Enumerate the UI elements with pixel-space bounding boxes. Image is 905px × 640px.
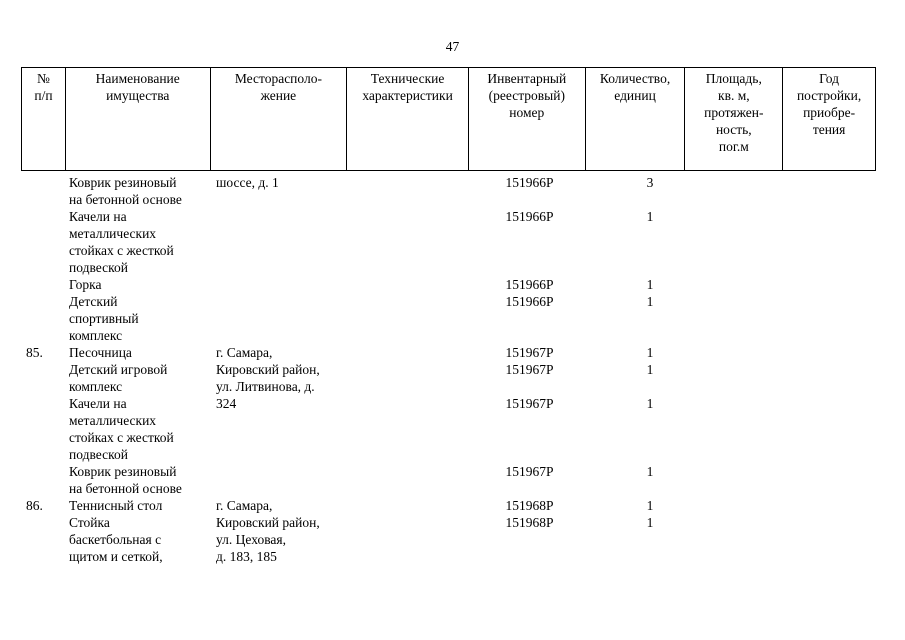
cell-num: [21, 361, 64, 395]
cell-tech: [346, 514, 468, 565]
cell-inventory: 151968Р: [505, 515, 554, 530]
cell-year: [783, 361, 876, 395]
cell-name: Качели на металлических стойках с жесткой подвеской: [69, 209, 174, 275]
cell-area: [685, 514, 783, 565]
header-location: Месторасполо- жение: [210, 68, 347, 170]
cell-location: [209, 208, 346, 276]
table-row: [21, 497, 876, 514]
cell-name: Коврик резиновый на бетонной основе: [69, 175, 182, 207]
cell-inventory: 151966Р: [505, 277, 554, 292]
table-row: [21, 276, 876, 293]
cell-num: 85.: [26, 345, 43, 360]
cell-location: 324: [216, 396, 237, 411]
cell-name: Стойка баскетбольная с щитом и сеткой,: [69, 515, 163, 564]
table-row: [21, 174, 876, 208]
cell-num: [21, 208, 64, 276]
header-quantity: Количество, единиц: [585, 68, 685, 170]
cell-inventory: 151968Р: [505, 498, 554, 513]
cell-year: [783, 344, 876, 361]
cell-quantity: 1: [646, 362, 654, 377]
cell-location: [209, 293, 346, 344]
cell-tech: [346, 276, 468, 293]
table-row: [21, 361, 876, 395]
header-year: Год постройки, приобре- тения: [782, 68, 875, 170]
cell-year: [783, 293, 876, 344]
cell-quantity: 3: [646, 175, 654, 190]
cell-quantity: 1: [646, 345, 654, 360]
cell-area: [685, 276, 783, 293]
cell-name: Горка: [69, 277, 102, 292]
cell-tech: [346, 497, 468, 514]
cell-inventory: 151966Р: [505, 294, 554, 309]
cell-name: Коврик резиновый на бетонной основе: [69, 464, 182, 496]
cell-year: [783, 497, 876, 514]
cell-num: [21, 276, 64, 293]
cell-year: [783, 514, 876, 565]
cell-year: [783, 276, 876, 293]
property-table: [21, 67, 876, 565]
cell-name: Теннисный стол: [69, 498, 163, 513]
cell-name: Песочница: [69, 345, 132, 360]
cell-area: [685, 361, 783, 395]
table-body: [21, 174, 876, 565]
cell-area: [685, 395, 783, 463]
cell-inventory: 151967Р: [505, 362, 554, 377]
cell-location: г. Самара,: [216, 498, 273, 513]
cell-area: [685, 497, 783, 514]
cell-quantity: 1: [646, 277, 654, 292]
cell-year: [783, 208, 876, 276]
cell-location: [209, 276, 346, 293]
cell-area: [685, 463, 783, 497]
table-row: [21, 514, 876, 565]
cell-tech: [346, 293, 468, 344]
cell-num: [21, 174, 64, 208]
cell-quantity: 1: [646, 209, 654, 224]
cell-inventory: 151966Р: [505, 175, 554, 190]
page-number: 47: [445, 39, 460, 54]
cell-location: [209, 463, 346, 497]
table-row: [21, 395, 876, 463]
cell-inventory: 151966Р: [505, 209, 554, 224]
cell-location: шоссе, д. 1: [216, 175, 279, 190]
cell-num: 86.: [26, 498, 43, 513]
cell-num: [21, 293, 64, 344]
cell-tech: [346, 463, 468, 497]
cell-tech: [346, 174, 468, 208]
header-tech: Технические характеристики: [346, 68, 468, 170]
cell-quantity: 1: [646, 498, 654, 513]
cell-name: Качели на металлических стойках с жесткой подвеской: [69, 396, 174, 462]
cell-quantity: 1: [646, 396, 654, 411]
cell-area: [685, 293, 783, 344]
header-num: № п/п: [34, 71, 53, 103]
table-row: [21, 208, 876, 276]
header-inventory: Инвентарный (реестровый) номер: [468, 68, 585, 170]
cell-inventory: 151967Р: [505, 396, 554, 411]
cell-quantity: 1: [646, 515, 654, 530]
cell-quantity: 1: [646, 464, 654, 479]
cell-area: [685, 208, 783, 276]
cell-name: Детский спортивный комплекс: [69, 294, 139, 343]
header-name: Наименование имущества: [65, 68, 210, 170]
cell-num: [21, 463, 64, 497]
cell-location: Кировский район, ул. Литвинова, д.: [216, 362, 320, 394]
cell-name: Детский игровой комплекс: [69, 362, 168, 394]
cell-year: [783, 395, 876, 463]
table-header: [21, 67, 876, 171]
header-area: Площадь, кв. м, протяжен- ность, пог.м: [684, 68, 782, 170]
table-row: [21, 463, 876, 497]
cell-year: [783, 174, 876, 208]
table-row: [21, 293, 876, 344]
cell-location: Кировский район, ул. Цеховая, д. 183, 185: [216, 515, 320, 564]
cell-tech: [346, 361, 468, 395]
cell-quantity: 1: [646, 294, 654, 309]
cell-inventory: 151967Р: [505, 345, 554, 360]
cell-num: [21, 395, 64, 463]
cell-area: [685, 344, 783, 361]
cell-inventory: 151967Р: [505, 464, 554, 479]
table-row: [21, 344, 876, 361]
cell-year: [783, 463, 876, 497]
cell-location: г. Самара,: [216, 345, 273, 360]
cell-tech: [346, 344, 468, 361]
cell-num: [21, 514, 64, 565]
cell-area: [685, 174, 783, 208]
cell-tech: [346, 208, 468, 276]
cell-tech: [346, 395, 468, 463]
